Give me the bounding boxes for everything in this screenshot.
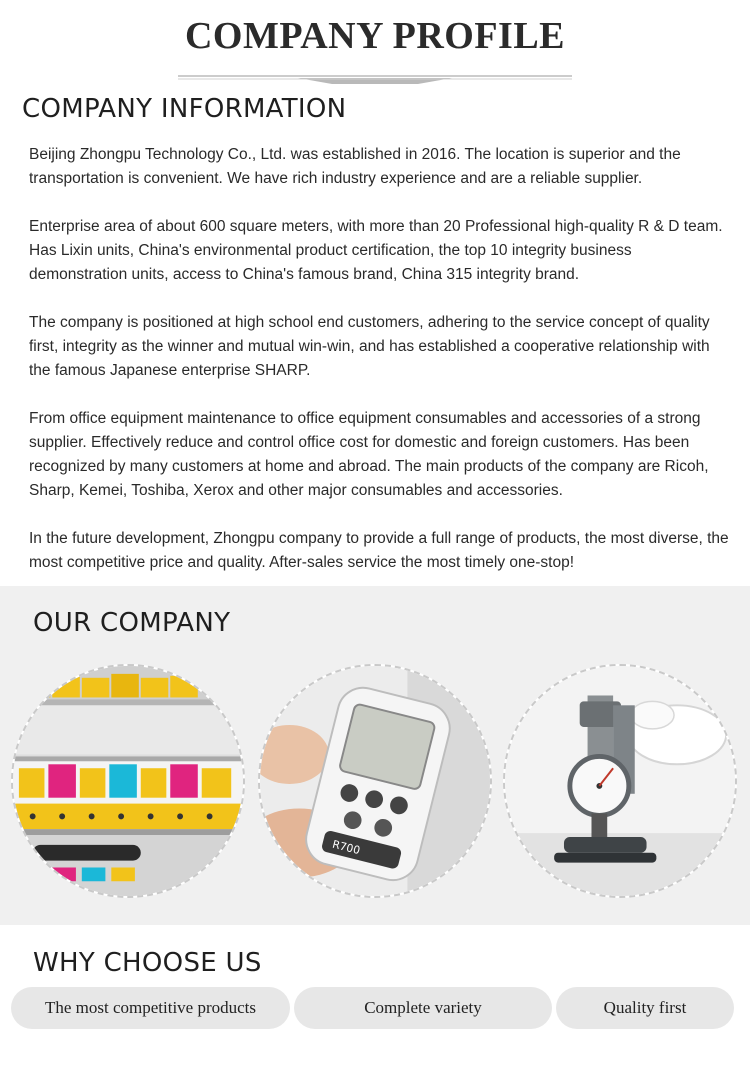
toner-warehouse-photo: [11, 664, 245, 898]
title-divider: [178, 74, 572, 84]
feature-quality-first: Quality first: [556, 987, 734, 1029]
device-label: R700: [331, 837, 362, 858]
info-paragraph-4: From office equipment maintenance to office equipment consumables and accessories of a strong supplier. Effectively reduce and control office cost for domestic and foreign customers. Has been recognized by many customers at home and abroad. The main products of the company are Ricoh, Sharp, Kemei, Toshiba, Xerox and other major consumables and accessories.: [29, 410, 709, 499]
info-paragraph-3: The company is positioned at high school end customers, adhering to the service concept of quality first, integrity as the winner and mutual win-win, and has established a cooperative relationship with the famous Japanese enterprise SHARP.: [29, 314, 710, 379]
company-information-heading: COMPANY INFORMATION: [22, 94, 347, 124]
our-company-heading: OUR COMPANY: [33, 608, 231, 638]
page-title: COMPANY PROFILE: [184, 15, 566, 57]
info-paragraph-1: Beijing Zhongpu Technology Co., Ltd. was established in 2016. The location is superior and the transportation is convenient. We have rich industry experience and are a reliable supplier.: [29, 146, 681, 187]
meter-device-photo: [258, 664, 492, 898]
feature-complete-variety: Complete variety: [294, 987, 552, 1029]
feature-competitive-products: The most competitive products: [11, 987, 290, 1029]
why-choose-us-heading: WHY CHOOSE US: [33, 948, 262, 978]
gauge-test-photo: [503, 664, 737, 898]
info-paragraph-2: Enterprise area of about 600 square meters, with more than 20 Professional high-quality R & D team. Has Lixin units, China's environmental product certification, the top 10 integrity business demonstration units, access to China's famous brand, China 315 integrity brand.: [29, 218, 723, 283]
info-paragraph-5: In the future development, Zhongpu company to provide a full range of products, the most diverse, the most competitive price and quality. After-sales service the most timely one-stop!: [29, 530, 729, 571]
